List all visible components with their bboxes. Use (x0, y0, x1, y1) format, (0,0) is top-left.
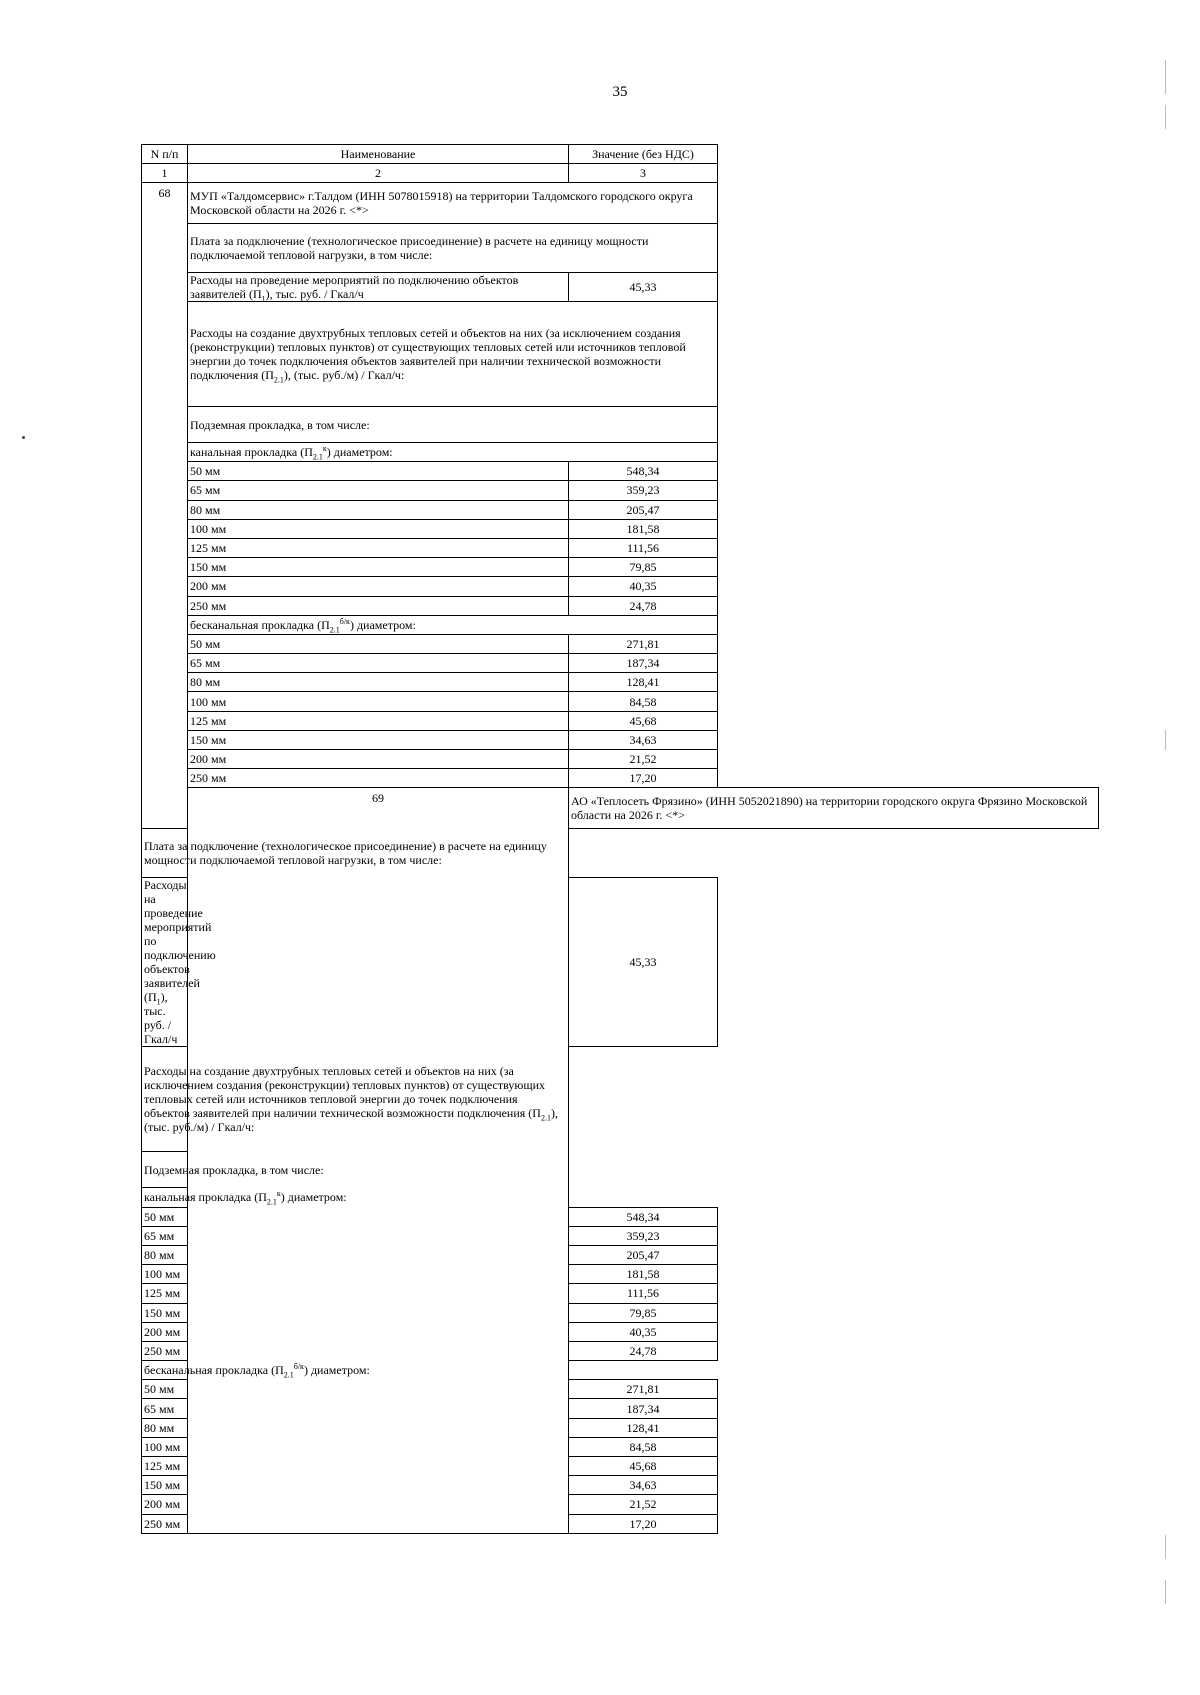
section-number: 68 (142, 183, 188, 829)
diameter-cell: 150 мм (142, 1476, 188, 1495)
diameter-cell: 250 мм (188, 769, 569, 788)
channel-laying-label (188, 443, 718, 462)
channel-laying-tail: ) диаметром: (326, 445, 393, 460)
diameter-cell: 50 мм (142, 1380, 188, 1399)
diameter-cell: 80 мм (142, 1245, 188, 1264)
network-creation-tail: ), (тыс. руб./м) / Гкал/ч: (144, 1106, 558, 1135)
diameter-cell: 125 мм (188, 538, 569, 557)
value-cell: 205,47 (569, 500, 718, 519)
table-row (142, 692, 1099, 711)
scan-dot (22, 436, 25, 439)
header-index-3: 3 (569, 164, 718, 183)
activities-cost-sub: 1 (261, 294, 266, 304)
table-row (142, 538, 1099, 557)
value-cell: 187,34 (569, 654, 718, 673)
header-index-row (142, 164, 1099, 183)
connection-fee-text: Плата за подключение (технологическое присоединение) в расчете на единицу мощности подключаемой тепловой нагрузки, в том числе: (188, 224, 718, 273)
scan-mark (1165, 60, 1166, 94)
channelless-laying-text: бесканальная прокладка (П (190, 617, 330, 632)
value-cell: 548,34 (569, 462, 718, 481)
network-creation-sub: 2.1 (540, 1113, 551, 1123)
channel-laying-row (142, 443, 1099, 462)
activities-cost-label (188, 273, 569, 302)
header-num: N п/п (142, 145, 188, 164)
channel-laying-label (142, 1188, 569, 1207)
diameter-cell: 200 мм (142, 1322, 188, 1341)
activities-cost-text: Расходы на проведение мероприятий по подключению объектов заявителей (П (144, 878, 216, 1005)
scan-mark (1165, 105, 1166, 129)
section-number: 69 (188, 788, 569, 1533)
value-cell: 34,63 (569, 1476, 718, 1495)
section-org-row (142, 183, 1099, 224)
channelless-laying-label (188, 615, 718, 634)
network-creation-body: Расходы на создание двухтрубных тепловых сетей и объектов на них (за исключением создания (реконструкции) тепловых пунктов) от существующих тепловых сетей или источников тепловой энергии до точек подключения объектов заявителей при наличии технической возможности подключения (П (190, 326, 686, 382)
diameter-cell: 65 мм (188, 481, 569, 500)
table-row (142, 769, 1099, 788)
value-cell: 21,52 (569, 750, 718, 769)
value-cell: 21,52 (569, 1495, 718, 1514)
table-row (142, 500, 1099, 519)
value-cell: 271,81 (569, 1380, 718, 1399)
network-creation-row (142, 1047, 1099, 1152)
channelless-laying-row (142, 615, 1099, 634)
diameter-cell: 80 мм (188, 500, 569, 519)
channelless-laying-text: бесканальная прокладка (П (144, 1363, 284, 1378)
activities-cost-row (142, 273, 1099, 302)
diameter-cell: 100 мм (188, 692, 569, 711)
section-org-row (142, 788, 1099, 829)
diameter-cell: 150 мм (142, 1303, 188, 1322)
diameter-cell: 65 мм (142, 1399, 188, 1418)
channel-laying-sub: 2.1 (312, 452, 323, 462)
channelless-laying-sup: б/к (339, 616, 350, 626)
channelless-laying-sup: б/к (293, 1362, 304, 1372)
diameter-cell: 50 мм (188, 462, 569, 481)
value-cell: 17,20 (569, 1514, 718, 1533)
network-creation-tail: ), (тыс. руб./м) / Гкал/ч: (283, 368, 405, 382)
value-cell: 45,68 (569, 711, 718, 730)
underground-row (142, 407, 1099, 443)
table-body (142, 183, 1099, 1534)
channel-laying-tail: ) диаметром: (280, 1190, 347, 1205)
network-creation-text (188, 302, 718, 407)
diameter-cell: 80 мм (142, 1418, 188, 1437)
organization-name: МУП «Талдомсервис» г.Талдом (ИНН 5078015918) на территории Талдомского городского округа Московской области на 2026 г. <*> (188, 183, 718, 224)
channel-laying-text: канальная прокладка (П (190, 445, 313, 460)
channelless-laying-row (142, 1361, 1099, 1380)
activities-cost-sub: 1 (156, 997, 161, 1007)
scan-mark (1165, 1535, 1166, 1559)
network-creation-body: Расходы на создание двухтрубных тепловых сетей и объектов на них (за исключением создания (реконструкции) тепловых пунктов) от существующих тепловых сетей или источников тепловой энергии до точек подключения объектов заявителей при наличии технической возможности подключения (П (144, 1064, 546, 1121)
value-cell: 111,56 (569, 1284, 718, 1303)
channel-laying-sup: к (276, 1189, 281, 1199)
network-creation-row (142, 302, 1099, 407)
channelless-laying-sub: 2.1 (283, 1370, 294, 1380)
value-cell: 40,35 (569, 1322, 718, 1341)
channel-laying-sup: к (322, 444, 327, 454)
table-row (142, 519, 1099, 538)
table-row (142, 654, 1099, 673)
value-cell: 359,23 (569, 1226, 718, 1245)
value-cell: 205,47 (569, 1245, 718, 1264)
table-row (142, 596, 1099, 615)
diameter-cell: 80 мм (188, 673, 569, 692)
value-cell: 359,23 (569, 481, 718, 500)
activities-cost-value: 45,33 (569, 878, 718, 1047)
header-value: Значение (без НДС) (569, 145, 718, 164)
channelless-laying-tail: ) диаметром: (303, 1363, 370, 1378)
diameter-cell: 100 мм (142, 1437, 188, 1456)
diameter-cell: 200 мм (142, 1495, 188, 1514)
value-cell: 111,56 (569, 538, 718, 557)
activities-cost-value: 45,33 (569, 273, 718, 302)
tariff-table (141, 144, 1099, 1534)
diameter-cell: 65 мм (142, 1226, 188, 1245)
connection-fee-row (142, 224, 1099, 273)
activities-cost-text: Расходы на проведение мероприятий по подключению объектов заявителей (П (190, 273, 519, 301)
diameter-cell: 100 мм (142, 1265, 188, 1284)
organization-name: АО «Теплосеть Фрязино» (ИНН 5052021890) на территории городского округа Фрязино Московской области на 2026 г. <*> (569, 788, 1099, 829)
page-number: 35 (612, 84, 628, 100)
diameter-cell: 125 мм (188, 711, 569, 730)
header-name: Наименование (188, 145, 569, 164)
table-row (142, 558, 1099, 577)
value-cell: 34,63 (569, 730, 718, 749)
underground-text: Подземная прокладка, в том числе: (142, 1152, 569, 1188)
diameter-cell: 150 мм (188, 730, 569, 749)
diameter-cell: 250 мм (188, 596, 569, 615)
value-cell: 128,41 (569, 673, 718, 692)
channelless-laying-sub: 2.1 (329, 625, 340, 635)
connection-fee-text: Плата за подключение (технологическое присоединение) в расчете на единицу мощности подключаемой тепловой нагрузки, в том числе: (142, 829, 569, 878)
header-index-1: 1 (142, 164, 188, 183)
activities-cost-tail: ), тыс. руб. / Гкал/ч (144, 990, 178, 1047)
table-row (142, 750, 1099, 769)
channelless-laying-tail: ) диаметром: (349, 617, 416, 632)
header-row (142, 145, 1099, 164)
value-cell: 24,78 (569, 596, 718, 615)
value-cell: 40,35 (569, 577, 718, 596)
header-index-2: 2 (188, 164, 569, 183)
channel-laying-row (142, 1188, 1099, 1207)
value-cell: 181,58 (569, 1265, 718, 1284)
diameter-cell: 50 мм (142, 1207, 188, 1226)
value-cell: 84,58 (569, 692, 718, 711)
table-row (142, 481, 1099, 500)
diameter-cell: 125 мм (142, 1284, 188, 1303)
scan-mark (1165, 730, 1166, 750)
value-cell: 45,68 (569, 1457, 718, 1476)
diameter-cell: 150 мм (188, 558, 569, 577)
table-row (142, 730, 1099, 749)
diameter-cell: 200 мм (188, 750, 569, 769)
value-cell: 79,85 (569, 558, 718, 577)
diameter-cell: 65 мм (188, 654, 569, 673)
network-creation-sub: 2.1 (273, 375, 284, 385)
value-cell: 84,58 (569, 1437, 718, 1456)
channelless-laying-label (142, 1361, 569, 1380)
value-cell: 79,85 (569, 1303, 718, 1322)
diameter-cell: 250 мм (142, 1514, 188, 1533)
value-cell: 17,20 (569, 769, 718, 788)
value-cell: 128,41 (569, 1418, 718, 1437)
diameter-cell: 100 мм (188, 519, 569, 538)
table-row (142, 462, 1099, 481)
underground-row (142, 1152, 1099, 1188)
activities-cost-tail: ), тыс. руб. / Гкал/ч (265, 287, 364, 301)
value-cell: 181,58 (569, 519, 718, 538)
diameter-cell: 250 мм (142, 1341, 188, 1360)
table-row (142, 711, 1099, 730)
activities-cost-label (142, 878, 216, 1047)
value-cell: 548,34 (569, 1207, 718, 1226)
connection-fee-row (142, 829, 1099, 878)
diameter-cell: 50 мм (188, 634, 569, 653)
channel-laying-text: канальная прокладка (П (144, 1190, 267, 1205)
underground-text: Подземная прокладка, в том числе: (188, 407, 718, 443)
network-creation-text (142, 1047, 569, 1152)
table-row (142, 634, 1099, 653)
value-cell: 24,78 (569, 1341, 718, 1360)
diameter-cell: 125 мм (142, 1457, 188, 1476)
channel-laying-sub: 2.1 (266, 1197, 277, 1207)
value-cell: 187,34 (569, 1399, 718, 1418)
value-cell: 271,81 (569, 634, 718, 653)
scan-mark (1165, 1580, 1166, 1604)
diameter-cell: 200 мм (188, 577, 569, 596)
table-row (142, 577, 1099, 596)
table-row (142, 673, 1099, 692)
